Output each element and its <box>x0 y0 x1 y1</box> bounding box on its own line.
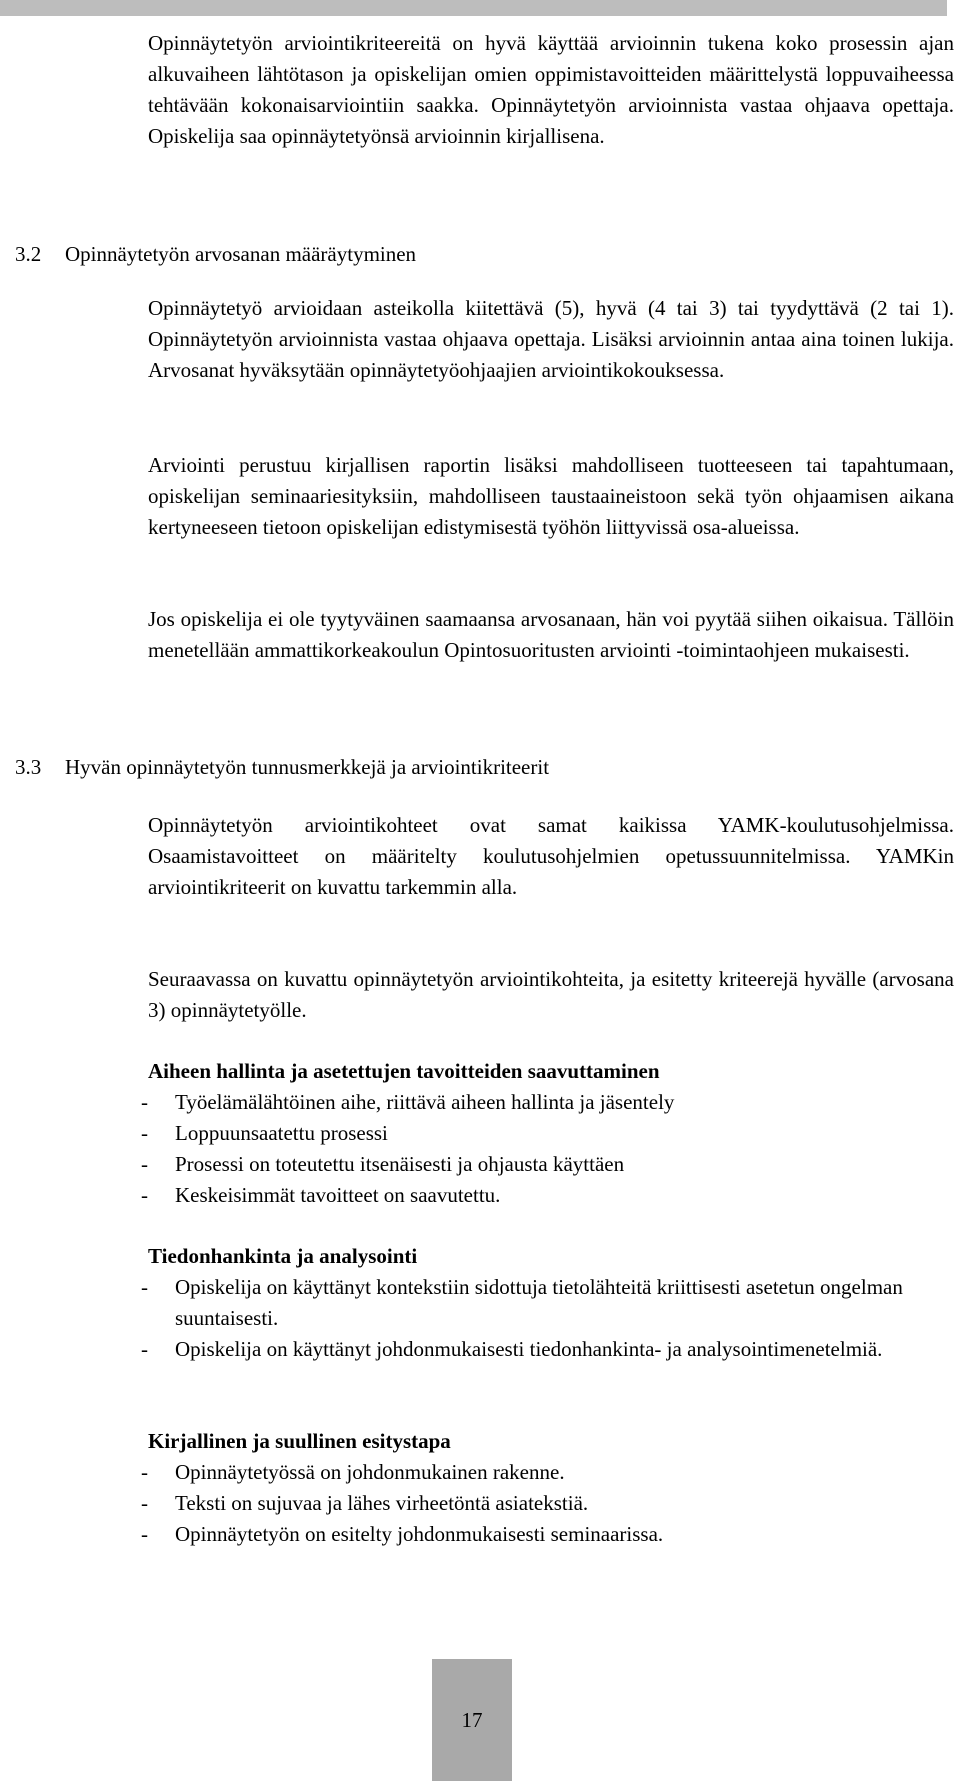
list-item <box>141 1488 954 1519</box>
list-dash: - <box>141 1337 148 1361</box>
list-item <box>141 1118 954 1149</box>
list-item <box>141 1457 954 1488</box>
list-item-text: Työelämälähtöinen aihe, riittävä aiheen hallinta ja jäsentely <box>175 1090 675 1114</box>
intro-paragraph: Opinnäytetyön arviointikriteereitä on hyvä käyttää arvioinnin tukena koko prosessin ajan alkuvaiheen lähtötason ja opiskelijan omien oppimistavoitteiden määrittelystä loppuvaiheessa tehtävään kokonaisarviointiin saakka. Opinnäytetyön arvioinnista vastaa ohjaava opettaja. Opiskelija saa opinnäytetyönsä arvioinnin kirjallisena. <box>148 31 954 148</box>
section-3-3-heading <box>15 752 549 783</box>
criteria-heading-presentation: Kirjallinen ja suullinen esitystapa <box>148 1429 451 1453</box>
list-item-text: Opinnäytetyön on esitelty johdonmukaisesti seminaarissa. <box>175 1522 664 1546</box>
section-title: Hyvän opinnäytetyön tunnusmerkkejä ja arviointikriteerit <box>65 755 550 779</box>
list-dash: - <box>141 1460 148 1484</box>
list-dash: - <box>141 1090 148 1114</box>
list-dash: - <box>141 1491 148 1515</box>
assessment-basis-paragraph: Arviointi perustuu kirjallisen raportin lisäksi mahdolliseen tuotteeseen tai tapahtumaan, opiskelijan seminaariesityksiin, mahdolliseen taustaaineistoon sekä työn ohjaamisen aikana kertyneeseen tietoon opiskelijan edistymisestä työhön liittyvissä osa-alueissa. <box>148 453 954 539</box>
section-number: 3.2 <box>15 242 42 266</box>
criteria-list-information-retrieval <box>141 1272 954 1365</box>
section-3-2-heading <box>15 239 416 270</box>
grading-scale-paragraph: Opinnäytetyö arvioidaan asteikolla kiitettävä (5), hyvä (4 tai 3) tai tyydyttävä (2 tai 1). Opinnäytetyön arvioinnista vastaa ohjaava opettaja. Lisäksi arvioinnin antaa aina toinen lukija. Arvosanat hyväksytään opinnäytetyöohjaajien arviointikokouksessa. <box>148 296 954 382</box>
list-dash: - <box>141 1522 148 1546</box>
list-dash: - <box>141 1121 148 1145</box>
list-item-text: Keskeisimmät tavoitteet on saavutettu. <box>175 1183 501 1207</box>
section-title: Opinnäytetyön arvosanan määräytyminen <box>65 242 417 266</box>
assessment-targets-paragraph: Opinnäytetyön arviointikohteet ovat samat kaikissa YAMK-koulutusohjelmissa. Osaamistavoitteet on määritelty koulutusohjelmien opetussuunnitelmissa. YAMKin arviointikriteerit on kuvattu tarkemmin alla. <box>148 813 954 899</box>
list-item <box>141 1334 954 1365</box>
list-dash: - <box>141 1152 148 1176</box>
criteria-list-topic-mastery <box>141 1087 954 1211</box>
criteria-heading-information-retrieval: Tiedonhankinta ja analysointi <box>148 1244 418 1268</box>
page-number-box <box>432 1659 512 1781</box>
criteria-intro-paragraph: Seuraavassa on kuvattu opinnäytetyön arviointikohteita, ja esitetty kriteerejä hyvälle (arvosana 3) opinnäytetyölle. <box>148 967 954 1022</box>
list-item <box>141 1087 954 1118</box>
criteria-list-presentation <box>141 1457 954 1550</box>
list-item-text: Opiskelija on käyttänyt johdonmukaisesti tiedonhankinta- ja analysointimenetelmiä. <box>175 1337 883 1361</box>
criteria-heading-topic-mastery: Aiheen hallinta ja asetettujen tavoitteiden saavuttaminen <box>148 1059 660 1083</box>
section-number: 3.3 <box>15 755 42 779</box>
page-number: 17 <box>461 1707 483 1732</box>
list-item <box>141 1519 954 1550</box>
list-item-text: Opinnäytetyössä on johdonmukainen rakenne. <box>175 1460 565 1484</box>
page-top-bar <box>0 0 947 16</box>
list-item-text: Loppuunsaatettu prosessi <box>175 1121 388 1145</box>
list-item <box>141 1180 954 1211</box>
list-item-text: Teksti on sujuvaa ja lähes virheetöntä asiatekstiä. <box>175 1491 589 1515</box>
list-item <box>141 1272 954 1334</box>
list-item-text: Prosessi on toteutettu itsenäisesti ja ohjausta käyttäen <box>175 1152 625 1176</box>
list-item <box>141 1149 954 1180</box>
list-item-text: Opiskelija on käyttänyt kontekstiin sidottuja tietolähteitä kriittisesti asetetun ongelman suuntaisesti. <box>175 1275 903 1330</box>
list-dash: - <box>141 1183 148 1207</box>
grade-correction-paragraph: Jos opiskelija ei ole tyytyväinen saamaansa arvosanaan, hän voi pyytää siihen oikaisua. Tällöin menetellään ammattikorkeakoulun Opintosuoritusten arviointi -toimintaohjeen mukaisesti. <box>148 607 954 662</box>
list-dash: - <box>141 1275 148 1299</box>
